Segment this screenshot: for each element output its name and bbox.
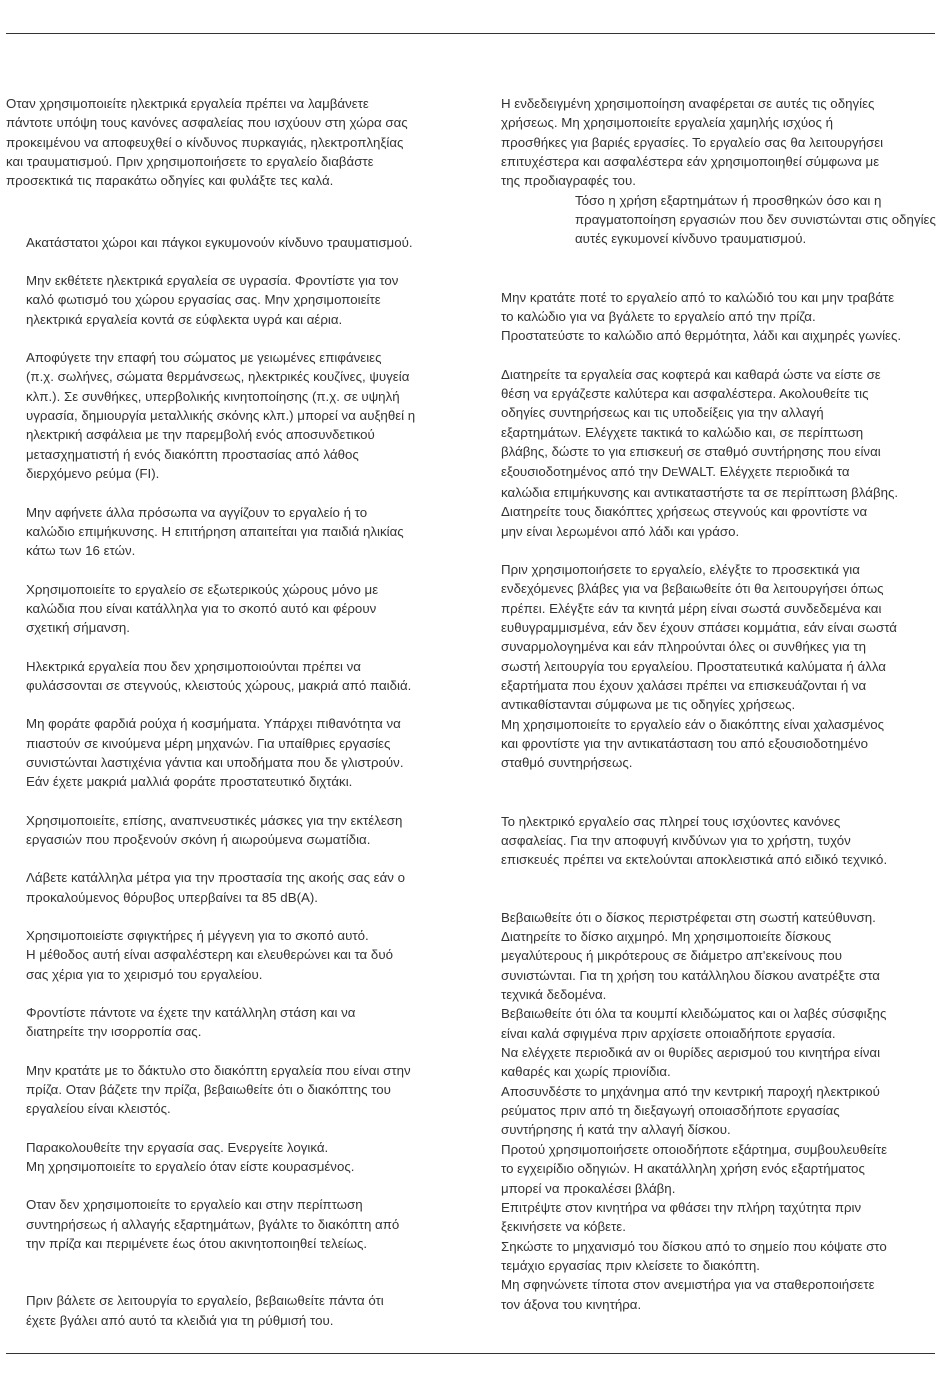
safety-item: Μην αφήνετε άλλα πρόσωπα να αγγίζουν το εργαλείο ή το καλώδιο επιμήκυνσης. Η επιτήρηση απαιτείται για παιδιά ηλικίας κάτω των 16 ετών. (26, 504, 404, 559)
safety-item: Μην κρατάτε με το δάκτυλο στο διακόπτη εργαλεία που είναι στην πρίζα. Οταν βάζετε την πρίζα, βεβαιωθείτε ότι ο διακόπτης του εργαλείου είναι κλειστός. (26, 1062, 411, 1117)
safety-item: Ηλεκτρικά εργαλεία που δεν χρησιμοποιούνται πρέπει να φυλάσσονται σε στεγνούς, κλειστούς χώρους, μακριά από παιδιά. (26, 658, 412, 693)
safety-item: Ακατάστατοι χώροι και πάγκοι εγκυμονούν κίνδυνο τραυματισμού. (26, 234, 413, 250)
intro-paragraph: Οταν χρησιμοποιείτε ηλεκτρικά εργαλεία πρέπει να λαμβάνετε πάντοτε υπόψη τους κανόνες ασφαλείας που ισχύουν στη χώρα σας προκειμένου να αποφευχθεί ο κίνδυνος πυρκαγιάς, ηλεκτροπληξίας και τραυματισμού. Πριν χρησιμοποιήσετε το εργαλείο διαβάστε προσεκτικά τις παρακάτω οδηγίες και φυλάξτε τες καλά. (6, 96, 408, 189)
left-column (6, 94, 461, 1330)
maintenance-paragraph (501, 365, 941, 541)
safety-item: Λάβετε κατάλληλα μέτρα για την προστασία της ακοής σας εάν ο προκαλούμενος θόρυβος υπερβαίνει τα 85 dB(A). (26, 870, 406, 905)
bottom-rule (6, 1353, 935, 1354)
intended-use-paragraph: Η ενδεδειγμένη χρησιμοποίηση αναφέρεται σε αυτές τις οδηγίες χρήσεως. Μη χρησιμοποιείτε εργαλεία χαμηλής ισχύος ή προσθήκες για βαριές εργασίες. Το εργαλείο σας θα λειτουργήσει επιτυχέστερα και ασφαλέστερα εάν χρησιμοποιηθεί σύμφωνα με της προδιαγραφές του. (501, 96, 884, 189)
saw-instruction-item: Μη σφηνώνετε τίποτα στον ανεμιστήρα για να σταθεροποιήσετε τον άξονα του κινητήρα. (501, 1277, 875, 1312)
safety-item: Χρησιμοποιείτε, επίσης, αναπνευστικές μάσκες για την εκτέλεση εργασιών που προξενούν σκόνη ή αιωρούμενα σωματίδια. (26, 812, 403, 847)
safety-item: Μην εκθέτετε ηλεκτρικά εργαλεία σε υγρασία. Φροντίστε για τον καλό φωτισμό του χώρου εργασίας σας. Μην χρησιμοποιείτε ηλεκτρικά εργαλεία κοντά σε εύφλεκτα υγρά και αέρια. (26, 273, 399, 327)
safety-item: Πριν βάλετε σε λειτουργία το εργαλείο, βεβαιωθείτε πάντα ότι έχετε βγάλει από αυτό τα κλειδιά για τη ρύθμισή του. (26, 1293, 384, 1328)
saw-instruction-item: Σηκώστε το μηχανισμό του δίσκου από το σημείο που κόψατε στο τεμάχιο εργασίας πριν κλείσετε το διακόπτη. (501, 1238, 887, 1273)
safety-item: Παρακολουθείτε την εργασία σας. Ενεργείτε λογικά. Μη χρησιμοποιείτε το εργαλείο όταν είστε κουρασμένος. (26, 1139, 355, 1175)
maintenance-text-end: . Ελέγχετε περιοδικά τα καλώδια επιμήκυνσης και αντικαταστήστε τα σε περίπτωση βλάβης. Διατηρείτε τους διακόπτες χρήσεως στεγνούς και φροντίστε να μην είναι λερωμένοι από λάδι και γράσο. (501, 463, 899, 539)
saw-instruction-item: Επιτρέψτε στον κινητήρα να φθάσει την πλήρη ταχύτητα πριν ξεκινήσετε να κόβετε. (501, 1199, 862, 1235)
top-rule (6, 33, 935, 34)
repairs-paragraph: Το ηλεκτρικό εργαλείο σας πληρεί τους ισχύοντες κανόνες ασφαλείας. Για την αποφυγή κινδύνων για το χρήστη, τυχόν επισκευές πρέπει να εκτελούνται αποκλειστικά από ειδικό τεχνικό. (501, 813, 888, 868)
saw-instruction-item: Βεβαιωθείτε ότι όλα τα κουμπί κλειδώματος και οι λαβές σύσφιξης είναι καλά σφιγμένα πριν αρχίσετε οποιαδήποτε εργασία. (501, 1006, 887, 1041)
saw-instruction-item: Να ελέγχετε περιοδικά αν οι θυρίδες αερισμού του κινητήρα είναι καθαρές και χωρίς πριονίδια. (501, 1045, 881, 1080)
safety-item: Φροντίστε πάντοτε να έχετε την κατάλληλη στάση και να διατηρείτε την ισορροπία σας. (26, 1005, 356, 1040)
safety-item: Αποφύγετε την επαφή του σώματος με γειωμένες επιφάνειες (π.χ. σωλήνες, σώματα θερμάνσεως, ηλεκτρικές κουζίνες, ψυγεία κλπ.). Σε συνθήκες, υπερβολικής κινητοποίησης (π.χ. σε υψηλή υγρασία, δημιουργία μεταλλικής σκόνης κλπ.) μπορεί να αυξηθεί η ηλεκτρική ασφάλεια με την παρεμβολή ενός αποσυνδετικού μετασχηματιστή ή ενός διακόπτη προστασίας από λάθος διερχόμενο ρεύμα (FI). (26, 350, 416, 482)
saw-instruction-item: Βεβαιωθείτε ότι ο δίσκος περιστρέφεται στη σωστή κατεύθυνση. Διατηρείτε το δίσκο αιχμηρό. Μη χρησιμοποιείτε δίσκους μεγαλύτερους ή μικρότερους σε διάμετρο απ'εκείνους που συνιστώνται. Για τη χρήση του κατάλληλου δίσκου ανατρέξτε στα τεχνικά δεδομένα. (501, 909, 880, 1003)
cable-care-paragraph: Μην κρατάτε ποτέ το εργαλείο από το καλώδιό του και μην τραβάτε το καλώδιο για να βγάλετε το εργαλείο από την πρίζα. Προστατεύστε το καλώδιο από θερμότητα, λάδι και αιχμηρές γωνίες. (501, 289, 902, 344)
switch-paragraph: Μη χρησιμοποιείτε το εργαλείο εάν ο διακόπτης είναι χαλασμένος και φροντίστε για την αντικατάσταση του από εξουσιοδοτημένο σταθμό συντηρήσεως. (501, 716, 885, 771)
accessories-warning-paragraph: Τόσο η χρήση εξαρτημάτων ή προσθηκών όσο και η πραγματοποίηση εργασιών που δεν συνιστώνται στις οδηγίες αυτές εγκυμονεί κίνδυνο τραυματισμού. (575, 192, 936, 247)
maintenance-text-start: Διατηρείτε τα εργαλεία σας κοφτερά και καθαρά ώστε να είστε σε θέση να εργάζεστε καλύτερα και ασφαλέστερα. Ακολουθείτε τις οδηγίες συντηρήσεως και τις υποδείξεις για την αλλαγή εξαρτημάτων. Ελέγχετε τακτικά το καλώδιο και, σε περίπτωση βλάβης, δώστε το για επισκευή σε σταθμό συντήρησης που είναι εξουσιοδοτημένος από την (501, 366, 881, 479)
right-column (501, 94, 941, 1314)
brand-name: DEWALT (661, 463, 713, 479)
inspection-paragraph: Πριν χρησιμοποιήσετε το εργαλείο, ελέγξτε το προσεκτικά για ενδεχόμενες βλάβες για να βεβαιωθείτε ότι θα λειτουργήσει όπως πρέπει. Ελέγξτε εάν τα κινητά μέρη είναι σωστά συνδεδεμένα και ευθυγραμμισμένα, εάν δεν έχουν σπάσει κομμάτια, εάν είναι σωστά συναρμολογημένα και εάν πληρούνται όλες οι συνθήκες για τη σωστή λειτουργία του εργαλείου. Προστατευτικά καλύματα ή άλλα εξαρτήματα που έχουν χαλάσει πρέπει να επισκευάζονται ή να αντικαθίστανται σύμφωνα με τις οδηγίες χρήσεως. (501, 561, 897, 713)
safety-item: Χρησιμοποιείτε το εργαλείο σε εξωτερικούς χώρους μόνο με καλώδια που είναι κατάλληλα για το σκοπό αυτό και φέρουν σχετική σήμανση. (26, 581, 379, 636)
safety-item: Μη φοράτε φαρδιά ρούχα ή κοσμήματα. Υπάρχει πιθανότητα να πιαστούν σε κινούμενα μέρη μηχανών. Για υπαίθριες εργασίες συνιστώνται λαστιχένια γάντια και υποδήματα που δε γλιστρούν. Εάν έχετε μακριά μαλλιά φοράτε προστατευτικό διχτάκι. (26, 716, 404, 790)
safety-item: Χρησιμοποιείστε σφιγκτήρες ή μέγγενη για το σκοπό αυτό. Η μέθοδος αυτή είναι ασφαλέστερη και ελευθερώνει και τα δυό σας χέρια για το χειρισμό του εργαλείου. (26, 928, 393, 982)
saw-instruction-item: Αποσυνδέστε το μηχάνημα από την κεντρική παροχή ηλεκτρικού ρεύματος πριν από τη διεξαγωγή οποιασδήποτε εργασίας συντήρησης ή κατά την αλλαγή δίσκου. (501, 1083, 880, 1138)
saw-instruction-item: Προτού χρησιμοποιήσετε οποιοδήποτε εξάρτημα, συμβουλευθείτε το εγχειρίδιο οδηγιών. Η ακατάλληλη χρήση ενός εξαρτήματος μπορεί να προκαλέσει βλάβη. (501, 1141, 888, 1196)
safety-item: Οταν δεν χρησιμοποιείτε το εργαλείο και στην περίπτωση συντηρήσεως ή αλλαγής εξαρτημάτων, βγάλτε το διακόπτη από την πρίζα και περιμένετε έως ότου ακινητοποιηθεί τελείως. (26, 1197, 400, 1252)
